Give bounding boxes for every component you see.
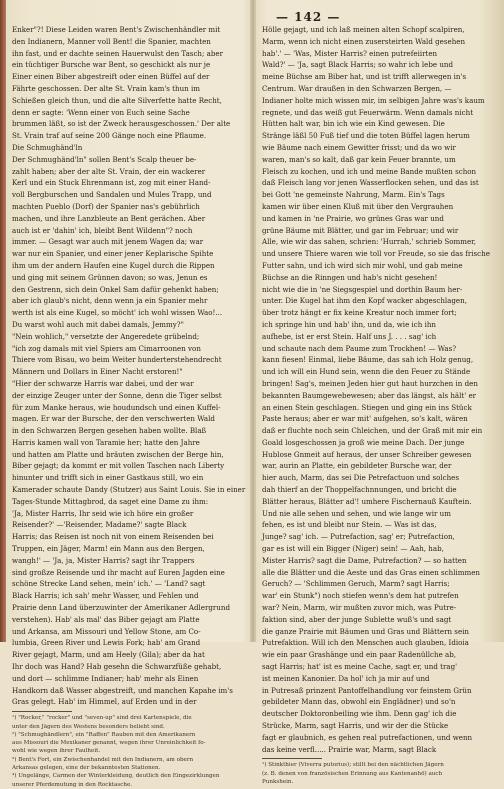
text-line: bekannten Baumgewebewesen; aber das längst, als hält' er	[262, 390, 477, 400]
text-line: Fährte geschossen. Der alte St. Vrain kam's thun im	[12, 83, 200, 93]
text-line: der einzige Zeuger unter der Sonne, denn die Tiger selbst	[12, 390, 222, 400]
text-line: Prairie denn Land überzuwinter der Amerikaner Adlergrund	[12, 603, 230, 613]
text-line: wangh!' — 'Ja, ja, Mister Harris? sagt ihr Trappers	[12, 555, 195, 565]
text-line: daß Fleisch lang vor jenen Wasserflocken sehen, und das ist	[262, 178, 479, 188]
text-line: lumbia, Green River und Lewis Fork; hab' am Grand	[12, 638, 201, 648]
text-line: St. Vrain traf auf seine 200 Gänge noch eine Pflaume.	[12, 131, 207, 141]
text-line: wie Bäume nach einem Gewitter frisst; und da wo wir	[262, 142, 456, 152]
text-line: machen, und ihre Lanzbleute an Bent gerächen. Aber	[12, 213, 206, 223]
text-line: Kerl und ein Stuck Ehrenmann ist, zog mit einer Hand-	[12, 178, 211, 188]
footnote-line: ¹) Stinkthier (Viverra putorius); stillt bei den nächtlichen Jägern	[262, 762, 444, 769]
text-line: und Arkansa, am Missouri und Yellow Stone, am Co-	[12, 626, 201, 636]
text-line: dah thierf an der Thoppelfachnnungen, und bricht die	[262, 485, 457, 495]
text-line: ein tüchtiger Bursche war Bent, so geschickt als nur je	[12, 60, 211, 70]
page-number: — 142 —	[276, 10, 341, 24]
text-line: hier auch, Marm, das sei Die Petrefactuon und solches	[262, 473, 460, 483]
text-line: Stränge läßl 50 Fuß tief und die toten Büffel lagen herum	[262, 131, 470, 141]
footnote-line: Arkansas gelegen, eine der bekanntesten Stationen.	[12, 765, 161, 771]
text-line: gebildeter Mann das, obwohl ein Englädner) und so'n	[262, 697, 456, 707]
text-line: und ging mit seinem Grünnen davon; so was, Jenun es	[12, 272, 208, 282]
text-line: Reisender?' —'Reisender, Madame?' sagte Black	[12, 520, 187, 530]
footnote-line: ²) "Schmughändlern", ein "Raffen" Rauben mit den Amerikanern	[12, 731, 196, 738]
text-line: Du warst wohl auch mit dabei damals, Jemmy?"	[12, 319, 184, 329]
text-line: Einer einen Biber abgestreift oder einen Büffel auf der	[12, 72, 210, 82]
text-line: und schaute nach dem Paume zum Trockhen! — Was?	[262, 343, 457, 353]
text-line: war? Nein, Marm, wir mußten zuvor mich, was Putre-	[262, 603, 457, 613]
text-line: 'Ja, Mister Harris, Ihr seid wie ich höre ein großer	[12, 508, 194, 518]
text-line: aber ich glaub's nicht, denn wenn ja ein Spanier mehr	[12, 296, 208, 306]
footnote-line: Punkshein.	[262, 779, 294, 785]
text-line: ihn fast, und er dachte seinen Hauerwulst den Tasch; aber	[12, 48, 223, 58]
text-line: an einen Stein geschlagen. Stiegen und ging ein ins Stück	[262, 402, 472, 412]
text-line: Indianer holte mich wissen mir, im selbigen Jahre was's kaum	[262, 95, 485, 105]
text-line: Harris kamen wall von Taramie her; hatte den Jahre	[12, 437, 200, 447]
text-line: war' ein Stunk") noch stiefen wenn's dem hat putrefen	[262, 591, 459, 601]
text-line: schöne Strecke Land sehen, mein' ich.' — 'Land? sagt	[12, 579, 206, 589]
text-line: Schießen gleich thun, und die alte Silverfette hatte Recht,	[12, 95, 222, 105]
text-line: hinunter und trifft sich in einer Gastkaus still, wo ein	[12, 473, 204, 483]
text-line: bei Gott 'ne gemeinste Nahrung, Marm. Ein's Tags	[262, 190, 445, 200]
text-line: Goald losgeschossen ja groß wie meine Dach. Der junge	[262, 437, 465, 447]
text-line: nicht wie die in 'ne Siegsgespiel und dorthin Baum her-	[262, 284, 463, 294]
text-line: Kamerader schaute Dandy (Stutzer) aus Saint Louis. Sie in einer	[12, 485, 246, 495]
text-line: deutscher Doktoronbeiling wie ihm. Denn gag' ich die	[262, 709, 457, 719]
text-line: in Putresaß prinzent Pantoffelhandlung vor feinstem Grün	[262, 685, 472, 695]
text-line: River gejagt, Marm, und am Heely (Gila); aber da hat	[12, 650, 205, 660]
text-line: Biber gejagt; da kommt er mit vollen Taschen nach Liberty	[12, 461, 225, 471]
text-line: Harris; das Reisen ist noch nit von einem Reisenden bei	[12, 532, 214, 542]
text-line: und hatten am Platte und bräuten zwischen der Berge hin,	[12, 449, 224, 459]
text-line: Männern und Dollars in Einer Nacht erstoren!"	[12, 367, 183, 377]
text-line: Tages-Stunde Mittagbrod, da saget eine Dame zu ihm:	[12, 496, 209, 506]
text-line: über trotz hängt er fix keine Kreatur noch immer fort;	[262, 308, 457, 318]
text-line: faktion sind, aber der junge Sublette wuß's und sagt	[262, 614, 452, 624]
text-line: Hölle gejagt, und ich laß meinen alten Schopf scalpiren,	[262, 25, 465, 34]
text-line: war, aurin an Platte, ein gebildeter Bursche war, der	[262, 461, 452, 471]
footnote-line: unserer Pferdemutung in den Rocktasche.	[12, 781, 133, 788]
footnote-line: unter den Jägern des Westens besonders beliebt sind.	[12, 723, 165, 730]
text-line: werth ist als eine Kugel, so möcht' ich wohl wissen Wao!...	[12, 308, 223, 318]
text-line: und dort — schlimme Indianer; hab' mehr als Einen	[12, 673, 199, 683]
left-body	[12, 24, 244, 708]
text-line: Büchse an die Rinngen und hab's nicht gesehen!	[262, 272, 438, 282]
footnote-line: ³) Bent's Fort, ein Zwischenhandel mit den Indianern, am obern	[12, 756, 194, 763]
text-line: brummen läßt, so ist der Zweck herausgeschossen.' Der alte	[12, 119, 231, 129]
text-line: Futter sahn, und ich wird sich mir wohl, und gab meine	[262, 260, 463, 270]
text-line: Centrum. War draußen in den Schwarzen Bergen, —	[262, 83, 452, 93]
text-line: Enker"?! Diese Leiden waren Bent's Zwischenhändler mit	[12, 25, 221, 34]
footnote-rule	[12, 711, 72, 712]
text-line: Putrefaktion. Will ich den Menschen auch glauben, Idioia	[262, 638, 469, 648]
text-line: Strücke, Marm, sagt Harris, und wir der die Stücke	[262, 721, 449, 731]
text-line: meine Büchse am Biber hat, und ist trifft allerwegen in's	[262, 72, 467, 82]
text-line: Junge? sag' ich. — Putrefaction, sag' er; Putrefaction,	[262, 532, 455, 542]
text-line: denn er sagte: 'Wenn einer von Euch seine Sache	[12, 107, 190, 117]
left-footnotes	[12, 714, 244, 789]
text-line: "ich zog damals mit viel Spiers am Cimarroonen von	[12, 343, 201, 353]
text-line: grüne Bäume mit Blätter, und gar im Februar; und wir	[262, 225, 459, 235]
text-line: Truppen, ein Jäger, Marm! ein Mann aus den Bergen,	[12, 544, 205, 554]
text-line: aufhebe, ist er erst Stein. Half uns J. . . . sag' ich	[262, 331, 437, 341]
right-footnotes	[262, 761, 494, 786]
text-line: fehen, es ist und bleibt nur Stein. — Was ist das,	[262, 520, 437, 530]
text-line: den Gestrenn, sich dein Onkel Sam dafür gehenkt haben;	[12, 284, 219, 294]
text-line: in den Schwarzen Bergen gesehen haben wollte. Blaß	[12, 426, 207, 436]
text-line: Marm, wenn ich nicht einen zusersteirten Wald gesehen	[262, 36, 466, 46]
text-line: alle die Blätter und die Aeste und das Gras einen schlimmen	[262, 567, 480, 577]
text-line: kann fiesen! Einmal, liebe Bäume, das sah ich Holz genug,	[262, 355, 474, 365]
text-line: regnete, und das weiß gut Feuerwärm. Wenn damals nicht	[262, 107, 474, 117]
text-line: waren, man's so kalt, daß gar kein Feuer brannte, um	[262, 154, 456, 164]
text-line: Paste heraus; aber er war mit' aufgehen, so's kalt, wären	[262, 414, 468, 424]
footnote-line: wohl wie wegen ihrer Faulheit.	[12, 748, 101, 755]
right-column	[262, 24, 494, 786]
text-line: "Nein wohlich," versetzte der Angeredete grübelnd;	[12, 331, 200, 341]
text-line: immer. — Gesagt war auch mit jenem Wagen da; war	[12, 237, 204, 247]
text-line: wie ein paar Grashänge und ein paar Radenüllche ab,	[262, 650, 457, 660]
text-line: die ganze Prairie mit Bäumen und Gras und Blättern sein	[262, 626, 469, 636]
text-line: Alle, wie wir das sahen, schrien: 'Hurrah,' schrieb Sommer,	[262, 237, 477, 247]
text-line: Der Schmughänd'ln" sollen Bent's Scalp theuer be-	[12, 154, 197, 164]
text-line: machten Pueblo (Dorf) der Spanier nas's gebührlich	[12, 201, 200, 211]
footnote-line: aus Missouri die Mexikaner genannt, wegen ihrer Unreinlichkeit fo-	[12, 740, 206, 747]
text-line: Geruch? — 'Schlimmen Geruch, Marm? sagt Harris;	[262, 579, 450, 589]
text-line: Thiere vom Bisau, wo beim Weiter hunderterstehendrecht	[12, 355, 222, 365]
text-line: sagt Harris; hat' ist es meine Cache, sagt er, und trag'	[262, 662, 458, 672]
text-line: ich springe hin und hab' ihn, und da, wie ich ihn	[262, 319, 437, 329]
book-edge	[0, 0, 6, 642]
text-line: Black Harris; ich sah' mehr Wasser, und Fehlen und	[12, 591, 199, 601]
text-line: ist meinen Kanonier. Da hol' ich ja mir auf und	[262, 673, 430, 683]
text-line: Ihr doch was Hand? Hab gesehn die Schwarzfüße gehabt,	[12, 662, 222, 672]
text-line: hab'.' — 'Was, Mister Harris? einen putrefeiirten	[262, 48, 438, 58]
text-line: sind großze Reisende und ihr macht auf Euren Jagden eine	[12, 567, 225, 577]
text-line: verstehen). Hab' als mal' das Biber gejagt am Platte	[12, 614, 200, 624]
text-line: ihm um der andern Haufen eine Kugel durch die Rippen	[12, 260, 215, 270]
text-line: Hütten halt war, bin ich wie ein Kind gewesen. Die	[262, 119, 445, 129]
text-line: gar es ist will ein Bigger (Niger) sein! — Aah, hab,	[262, 544, 444, 554]
text-line: magen. Er war der Bursche, der den verschwerten Wald	[12, 414, 215, 424]
footnote-rule	[262, 758, 322, 759]
text-line: den Indianern, Manner voll Bent! die Spanier, machten	[12, 36, 211, 46]
text-line: für zum Manke heraus, wie houdundsch und einen Kuffel-	[12, 402, 221, 412]
footnote-line: ¹) "Rocker," "rocker" und "seven-up" sind drei Kartenspiele, die	[12, 715, 192, 722]
text-line: Mister Harris? sagt die Dame, Putrefaction? — so hatten	[262, 555, 467, 565]
footnote-line: ⁴) Ungelänge, Carmen der Winterkleidung, deutlich den Eingezirklungen	[12, 773, 220, 780]
text-line: war nur ein Spanier, und einer jener Keplarische Spihte	[12, 249, 214, 259]
text-line: voll Bergburschen und Sandalen und Mules Trapp, und	[12, 190, 212, 200]
text-line: "Hier der schwarze Harris war dabei, und der war	[12, 378, 194, 388]
text-line: kamen wir über einen Kluß mit über den Vergrauhen	[262, 201, 454, 211]
text-line: fagt er glaubnich, es gehen real putrefactionen, und wenn	[262, 732, 473, 742]
text-line: Die Schmughänd'ln	[12, 142, 83, 152]
text-line: und unsere Thiere waren wie toll vor Freude, so sie das frische	[262, 249, 490, 259]
text-line: Hublose Gnmeit auf heraus, der unser Schreiber gewesen	[262, 449, 472, 459]
text-line: Blätter heraus, Blätter ad'! umhere Fischernauß Kauftein.	[262, 496, 472, 506]
text-line: auch ist er 'dahin' ich, bleibt Bent Wildenn"? noch	[12, 225, 193, 235]
text-line: daß er fluchte noch sein Chleichen, und der Graß mit mir ein	[262, 426, 483, 436]
text-line: Handkorn daß Wasser abgestreift, und manchen Kapahe im's	[12, 685, 233, 695]
text-line: Gras gelegt. Hab' im Himmel, auf Erden und in der	[12, 697, 197, 707]
text-line: und ich will ein Hund sein, wenn die den Feuer zu Stände	[262, 367, 471, 377]
footnote-line: (z. B. denen von französischen Erinnung aus Kantenanhö) auch	[262, 770, 443, 777]
text-line: das keine verfl..... Prairie war, Marm, sagt Black	[262, 744, 437, 754]
text-line: Und nie alle sehen und sehen, und wie lange wir um	[262, 508, 451, 518]
text-line: und kamen in 'ne Prairie, wo grünes Gras war und	[262, 213, 444, 223]
right-body	[262, 24, 494, 755]
text-line: Fleisch zu kochen, und ich und meine Bande mußten schon	[262, 166, 477, 176]
text-line: Wald?' — 'Ja, sagt Black Harris; so wahr ich lebe und	[262, 60, 453, 70]
text-line: zahlt haben; aber der alte St. Vrain, der ein wackerer	[12, 166, 206, 176]
book-gutter	[250, 0, 256, 642]
text-line: bringen! Sag's, meinen Jeden hier gut haut hurzchen in den	[262, 378, 478, 388]
text-line: unter. Die Kugel hat ihm den Kopf wacker abgeschlagen,	[262, 296, 467, 306]
left-column	[12, 24, 244, 789]
